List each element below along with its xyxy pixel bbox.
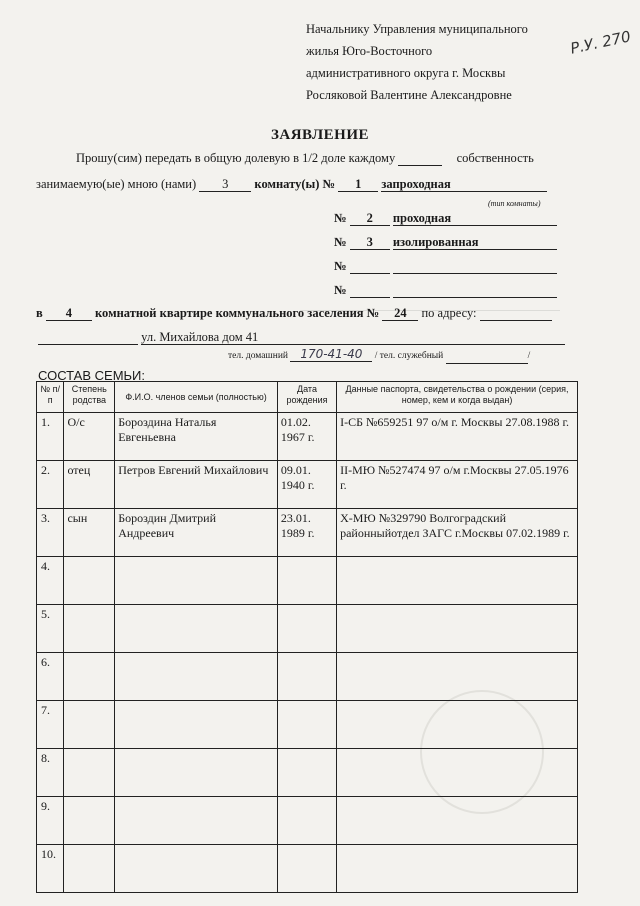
room-3-number: 3 (350, 236, 390, 250)
row-document (337, 797, 578, 845)
room-3-line (334, 235, 557, 250)
table-row (37, 413, 578, 461)
home-phone-label: тел. домашний (228, 351, 288, 361)
work-phone-end: / (527, 351, 531, 361)
number-sign: № (334, 211, 347, 225)
row-birth (277, 797, 336, 845)
table-row (37, 701, 578, 749)
row-name (115, 605, 278, 653)
row-number: 1. (37, 413, 64, 461)
room-5-number-blank (350, 284, 390, 298)
room-2-number: 2 (350, 212, 390, 226)
column-header-name: Ф.И.О. членов семьи (полностью) (115, 382, 278, 413)
address-line: Росляковой Валентине Александровне (306, 88, 512, 102)
row-document (337, 845, 578, 893)
row-relation (64, 557, 115, 605)
row-number: 5. (37, 605, 64, 653)
row-birth (277, 557, 336, 605)
apartment-text: комнатной квартире коммунального заселения № (95, 306, 380, 320)
request-text: Прошу(сим) передать в общую долевую в 1/2 доле каждому (76, 151, 396, 165)
table-row (37, 797, 578, 845)
row-birth: 23.01. 1989 г. (277, 509, 336, 557)
row-document (337, 749, 578, 797)
share-blank (398, 152, 442, 166)
street-address: ул. Михайлова дом 41 (141, 331, 565, 345)
home-phone: 170-41-40 (290, 348, 372, 362)
room-4-type-blank (393, 260, 557, 274)
number-sign: № (334, 235, 347, 249)
column-header-document: Данные паспорта, свидетельства о рождении (серия, номер, кем и когда выдан) (337, 382, 578, 413)
apartment-line (36, 306, 552, 321)
table-row (37, 605, 578, 653)
row-relation (64, 605, 115, 653)
family-composition-heading: СОСТАВ СЕМЬИ: (38, 368, 146, 383)
number-sign: № (334, 259, 347, 273)
row-name (115, 749, 278, 797)
room-4-number-blank (350, 260, 390, 274)
row-relation (64, 797, 115, 845)
row-birth: 09.01. 1940 г. (277, 461, 336, 509)
column-header-birth: Дата рождения (277, 382, 336, 413)
row-name: Петров Евгений Михайлович (115, 461, 278, 509)
row-relation: О/с (64, 413, 115, 461)
work-phone-label: / тел. служебный (374, 351, 444, 361)
recipient-address (306, 18, 528, 106)
request-line-1 (76, 151, 534, 166)
request-line-2 (36, 177, 547, 192)
row-name (115, 653, 278, 701)
row-relation (64, 653, 115, 701)
apartment-rooms: 4 (46, 307, 92, 321)
table-header-row (37, 382, 578, 413)
row-name (115, 797, 278, 845)
row-relation: отец (64, 461, 115, 509)
row-birth (277, 605, 336, 653)
row-name (115, 845, 278, 893)
row-name: Бороздина Наталья Евгеньевна (115, 413, 278, 461)
row-relation (64, 845, 115, 893)
row-document: Х-МЮ №329790 Волгоградский районныйотдел ЗАГС г.Москвы 07.02.1989 г. (337, 509, 578, 557)
room-2-line (334, 211, 557, 226)
row-name: Бороздин Дмитрий Андреевич (115, 509, 278, 557)
column-header-relation: Степень родства (64, 382, 115, 413)
row-name (115, 701, 278, 749)
row-birth: 01.02. 1967 г. (277, 413, 336, 461)
row-document: II-МЮ №527474 97 о/м г.Москвы 27.05.1976 г. (337, 461, 578, 509)
document-title: ЗАЯВЛЕНИЕ (270, 127, 370, 143)
room-5-type-blank (393, 284, 557, 298)
row-number: 9. (37, 797, 64, 845)
handwritten-corner-note (568, 18, 638, 64)
row-relation (64, 749, 115, 797)
column-header-number: № п/п (37, 382, 64, 413)
work-phone-blank (446, 350, 528, 364)
row-relation: сын (64, 509, 115, 557)
rooms-count: 3 (199, 178, 251, 192)
row-document (337, 653, 578, 701)
row-document: I-СБ №659251 97 о/м г. Москвы 27.08.1988 г. (337, 413, 578, 461)
room-type-hint: (тип комнаты) (488, 199, 541, 208)
room-2-type: проходная (393, 212, 557, 226)
row-document (337, 557, 578, 605)
occupied-label: занимаемую(ые) мною (нами) (36, 177, 197, 191)
row-birth (277, 653, 336, 701)
row-number: 2. (37, 461, 64, 509)
row-document (337, 701, 578, 749)
row-number: 7. (37, 701, 64, 749)
room-5-line (334, 283, 557, 298)
table-row (37, 557, 578, 605)
rooms-label: комнату(ы) № (254, 177, 336, 191)
room-1-number: 1 (338, 178, 378, 192)
table-row (37, 845, 578, 893)
row-number: 3. (37, 509, 64, 557)
number-sign: № (334, 283, 347, 297)
row-number: 4. (37, 557, 64, 605)
room-3-type: изолированная (393, 236, 557, 250)
table-row (37, 653, 578, 701)
row-number: 10. (37, 845, 64, 893)
row-name (115, 557, 278, 605)
corner-note-text: Р.У. 270 (568, 27, 633, 58)
row-document (337, 605, 578, 653)
table-row (37, 461, 578, 509)
street-blank (38, 331, 138, 345)
address-line: Начальнику Управления муниципального (306, 22, 528, 36)
row-birth (277, 701, 336, 749)
row-number: 8. (37, 749, 64, 797)
room-4-line (334, 259, 557, 274)
address-label: по адресу: (421, 306, 477, 320)
phone-line (228, 348, 530, 364)
row-birth (277, 749, 336, 797)
apartment-prefix: в (36, 306, 43, 320)
request-text-end: собственность (456, 151, 534, 165)
family-table (36, 381, 578, 893)
table-row (37, 749, 578, 797)
row-number: 6. (37, 653, 64, 701)
street-line (38, 330, 565, 345)
room-1-type: запроходная (381, 178, 547, 192)
apartment-number: 24 (382, 307, 418, 321)
address-line: жилья Юго-Восточного (306, 44, 433, 58)
table-row (37, 509, 578, 557)
row-relation (64, 701, 115, 749)
address-blank (480, 307, 552, 321)
address-line: административного округа г. Москвы (306, 66, 506, 80)
row-birth (277, 845, 336, 893)
